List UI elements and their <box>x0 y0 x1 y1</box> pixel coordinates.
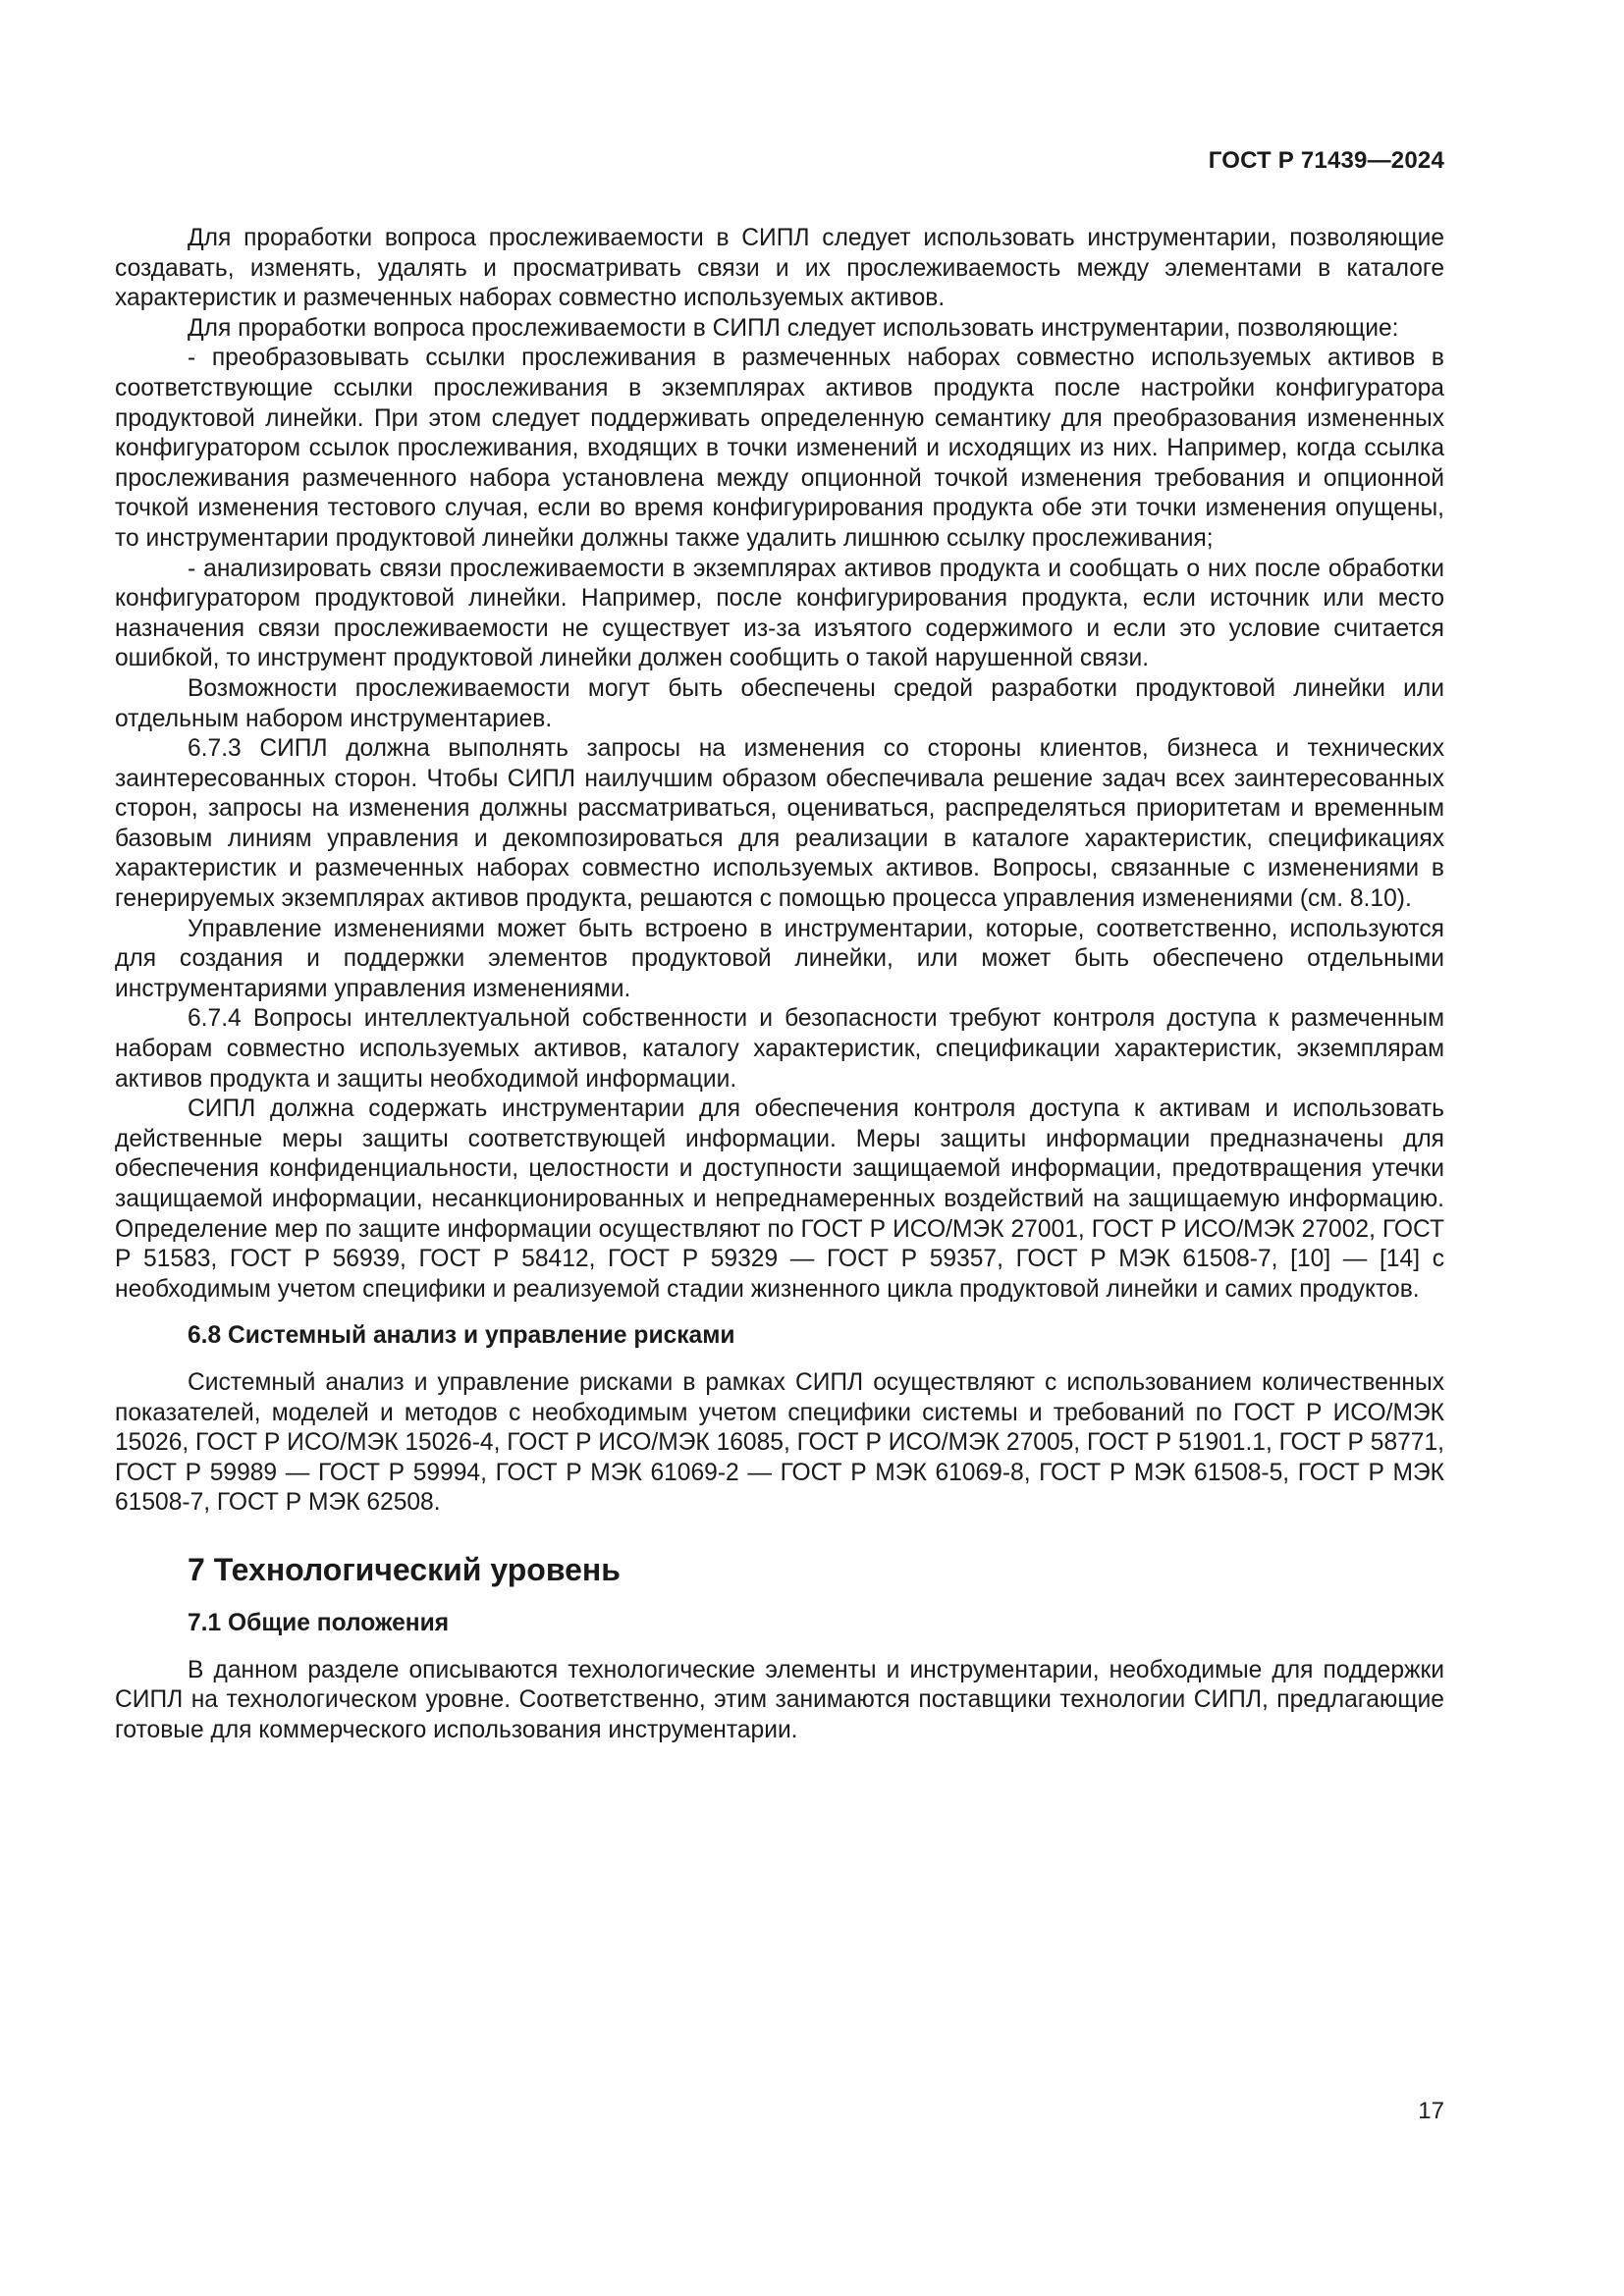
page-number: 17 <box>1418 2098 1444 2124</box>
document-code: ГОСТ Р 71439—2024 <box>1208 147 1444 174</box>
paragraph: Системный анализ и управление рисками в рамках СИПЛ осуществляют с использованием количественных показателей, моделей и методов с необходимым учетом специфики системы и требований по ГОСТ Р ИСО/МЭК 15026, ГОСТ Р ИСО/МЭК 15026-4, ГОСТ Р ИСО/МЭК 16085, ГОСТ Р ИСО/​МЭК 27005, ГОСТ Р 51901.1, ГОСТ Р 58771, ГОСТ Р 59989 — ГОСТ Р 59994, ГОСТ Р МЭК 61069-2 — ГОСТ Р МЭК 61069-8, ГОСТ Р МЭК 61508-5, ГОСТ Р МЭК 61508-7, ГОСТ Р МЭК 62508. <box>115 1368 1444 1517</box>
spacer <box>115 1589 1444 1609</box>
section-heading-6-8: 6.8 Системный анализ и управление рисками <box>188 1322 735 1350</box>
paragraph: Возможности прослеживаемости могут быть обеспечены средой разработки продуктовой линейки или отдельным набором инструментариев. <box>115 674 1444 732</box>
paragraph: В данном разделе описываются технологические элементы и инструментарии, необходимые для поддержки СИПЛ на технологическом уровне. Соответственно, этим занимаются поставщики технологии СИПЛ, предлагающие готовые для коммерческого использования инструментарии. <box>115 1656 1444 1743</box>
spacer <box>115 1352 1444 1368</box>
paragraph: Для проработки вопроса прослеживаемости в СИПЛ следует использовать инструментарии, позволяющие: <box>188 314 1399 342</box>
list-item: - анализировать связи прослеживаемости в экземплярах активов продукта и сообщать о них после обработки конфигуратором продуктовой линейки. Например, после конфигурирования продукта, если источник или место назначения связи прослеживаемости не существует из-за изъятого содержимого и если это условие считается ошибкой, то инструмент продуктовой линейки должен сообщить о такой нарушенной связи. <box>115 555 1444 672</box>
spacer <box>115 1519 1444 1550</box>
paragraph: Для проработки вопроса прослеживаемости в СИПЛ следует использовать инструментарии, позволяющие создавать, изменять, удалять и просматривать связи и их прослеживаемость между элементами в каталоге характеристик и размеченных наборах совместно используемых активов. <box>115 225 1444 312</box>
section-heading-7-1: 7.1 Общие положения <box>188 1609 450 1636</box>
page-content <box>115 224 1444 1745</box>
spacer <box>115 1639 1444 1656</box>
list-item: - преобразовывать ссылки прослеживания в размеченных наборах совместно используемых активов в соответствующие ссылки прослеживания в экземплярах активов продукта после настройки конфигуратора продуктовой линейки. При этом следует поддерживать определенную семантику для преобразования измененных конфигуратором ссылок прослеживания, входящих в точки изменений и исходящих из них. Например, когда ссылка прослеживания размеченного набора установлена между опционной точкой изменения требования и опционной точкой изменения тестового случая, если во время конфигурирования продукта обе эти точки изменения опущены, то инструментарии продуктовой линейки должны также удалить лишнюю ссылку прослеживания; <box>115 345 1444 552</box>
paragraph: СИПЛ должна содержать инструментарии для обеспечения контроля доступа к активам и использовать действенные меры защиты соответствующей информации. Меры защиты информации предназначены для обеспечения конфиденциальности, целостности и доступности защищаемой информации, предотвращения утечки защищаемой информации, несанкционированных и непреднамеренных воздействий на защищаемую информацию. Определение мер по защите информации осуществляют по ГОСТ Р ИСО/МЭК 27001, ГОСТ Р ИСО/МЭК 27002, ГОСТ Р 51583, ГОСТ Р 56939, ГОСТ Р 58412, ГОСТ Р 59329 — ГОСТ Р 59357, ГОСТ Р МЭК 61508-7, [10] — [14] с необходимым учетом специфики и реализуемой стадии жизненного цикла продуктовой линейки и самих продуктов. <box>115 1095 1444 1303</box>
paragraph: 6.7.3 СИПЛ должна выполнять запросы на изменения со стороны клиентов, бизнеса и технических заинтересованных сторон. Чтобы СИПЛ наилучшим образом обеспечивала решение задач всех заинтересованных сторон, запросы на изменения должны рассматриваться, оцениваться, распределяться приоритетам и временным базовым линиям управления и декомпозироваться для реализации в каталоге характеристик, спецификациях характеристик и размеченных наборах совместно используемых активов. Вопросы, связанные с изменениями в генерируемых экземплярах активов продукта, решаются с помощью процесса управления изменениями (см. 8.10). <box>115 735 1444 913</box>
paragraph: Управление изменениями может быть встроено в инструментарии, которые, соответственно, используются для создания и поддержки элементов продуктовой линейки, или может быть обеспечено отдельными инструментариями управления изменениями. <box>115 915 1444 1002</box>
spacer <box>115 1305 1444 1321</box>
chapter-heading-7: 7 Технологический уровень <box>188 1551 621 1587</box>
paragraph: 6.7.4 Вопросы интеллектуальной собственности и безопасности требуют контроля доступа к размеченным наборам совместно используемых активов, каталогу характеристик, спецификации характеристик, экземплярам активов продукта и защиты необходимой информации. <box>115 1005 1444 1093</box>
